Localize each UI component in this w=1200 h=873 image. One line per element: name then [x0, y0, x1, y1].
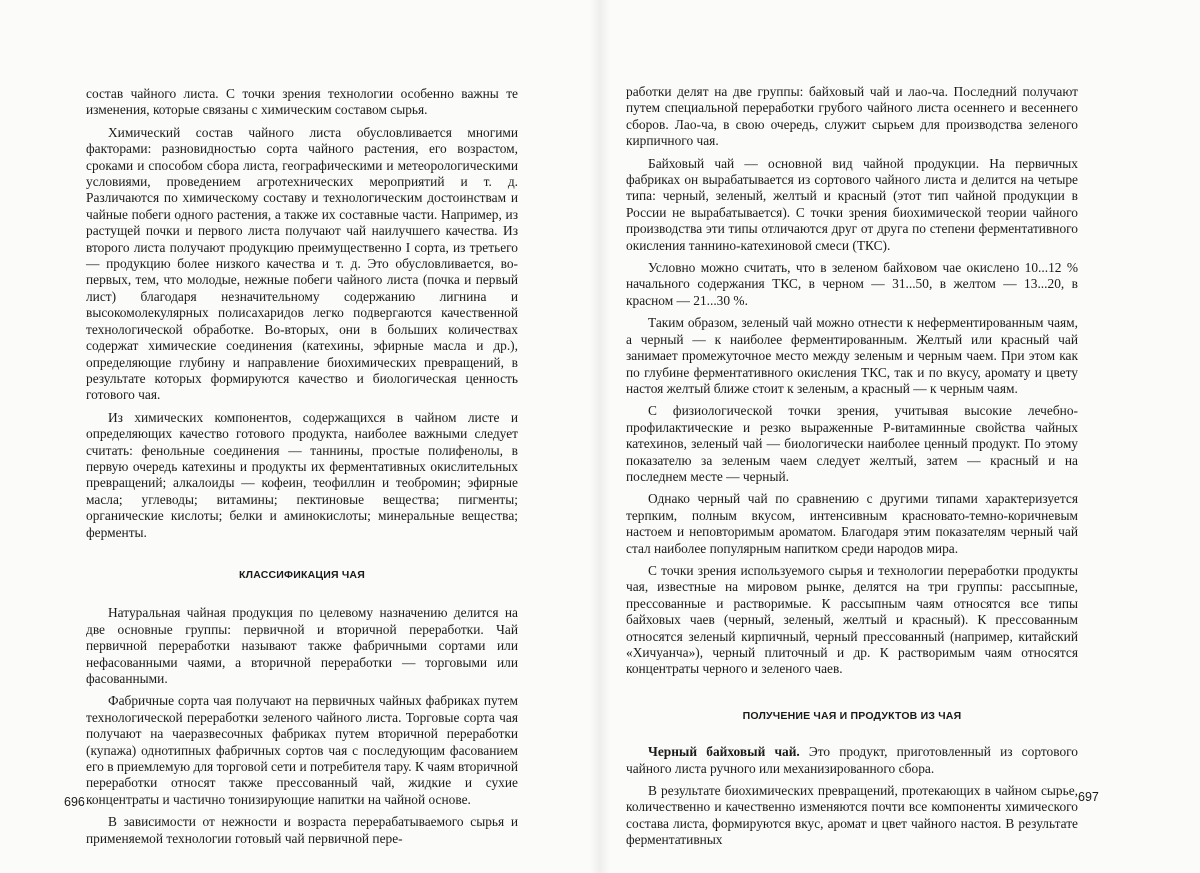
- paragraph: Химический состав чайного листа обусловливается многими факторами: разновидностью сорта чайного растения, его возрастом, сроками и способом сбора листа, географическими и метеорологическими условиями, проведением агротехнических мероприятий и т. д. Различаются по химическому составу и технологическим достоинствам и чайные побеги одного растения, а также их составные части. Например, из растущей почки и первого листа получают чай наилучшего качества. Из второго листа получают продукцию преимущественно I сорта, из третьего — продукцию более низкого качества и т. д. Это обусловливается, во-первых, тем, что молодые, нежные побеги чайного листа (почка и первый лист) благодаря незначительному содержанию лигнина и высокомолекулярных полисахаридов легко подвергаются качественной технологической обработке. Во-вторых, они в больших количествах содержат химические соединения (катехины, эфирные масла и др.), определяющие глубину и направление биохимических превращений, в результате которых формируются качество и биологическая ценность готового чая.: [86, 125, 518, 404]
- paragraph: Байховый чай — основной вид чайной продукции. На первичных фабриках он вырабатывается из сортового чайного листа и делится на четыре типа: черный, зеленый, желтый и красный (этот тип чайной продукции в России не вырабатывается). С точки зрения биохимической теории чайного производства эти типы отличаются друг от друга по степени ферментативного окисления таннино-катехиновой смеси (ТКС).: [626, 156, 1078, 254]
- paragraph: С точки зрения используемого сырья и технологии переработки продукты чая, известные на мировом рынке, делятся на три группы: рассыпные, прессованные и растворимые. К рассыпным чаям относятся все типы байховых чаев (черный, зеленый, желтый и красный). К прессованным относятся зеленый кирпичный, черный прессованный (например, китайский «Хичуанча»), черный плиточный и др. К растворимым чаям относятся концентраты черного и зеленого чаев.: [626, 563, 1078, 678]
- paragraph: Однако черный чай по сравнению с другими типами характеризуется терпким, полным вкусом, интенсивным красновато-темно-коричневым настоем и неповторимым ароматом. Благодаря этим показателям черный чай стал наиболее популярным напитком среди народов мира.: [626, 491, 1078, 557]
- paragraph: Из химических компонентов, содержащихся в чайном листе и определяющих качество готового продукта, наиболее важными следует считать: фенольные соединения — таннины, простые полифенолы, в первую очередь катехины и продукты их ферментативных окислительных превращений; алкалоиды — кофеин, теофиллин и теобромин; эфирные масла; углеводы; витамины; пектиновые вещества; пигменты; органические кислоты; белки и аминокислоты; минеральные вещества; ферменты.: [86, 410, 518, 541]
- lead-term: Черный байховый чай.: [648, 744, 800, 759]
- page-number: 696: [64, 795, 85, 809]
- paragraph: Натуральная чайная продукция по целевому назначению делится на две основные группы: первичной и вторичной переработки. Чай первичной переработки называют также фабричными сортами или нефасованными чаями, а вторичной переработки — торговыми или фасованными.: [86, 605, 518, 687]
- section-heading: ПОЛУЧЕНИЕ ЧАЯ И ПРОДУКТОВ ИЗ ЧАЯ: [626, 708, 1078, 724]
- paragraph: состав чайного листа. С точки зрения технологии особенно важны те изменения, которые связаны с химическим составом сырья.: [86, 86, 518, 119]
- paragraph: Условно можно считать, что в зеленом байховом чае окислено 10...12 % начального содержания ТКС, в черном — 31...50, в желтом — 13...20, в красном — 21...30 %.: [626, 260, 1078, 309]
- paragraph: С физиологической точки зрения, учитывая высокие лечебно-профилактические и резко выраженные Р-витаминные свойства чайных катехинов, зеленый чай — биологически наиболее ценный продукт. По этому показателю за зеленым чаем следует желтый, затем — красный и на последнем месте — черный.: [626, 403, 1078, 485]
- paragraph: работки делят на две группы: байховый чай и лао-ча. Последний получают путем специальной переработки грубого чайного листа осеннего и весеннего сборов. Лао-ча, в свою очередь, служит сырьем для производства зеленого кирпичного чая.: [626, 84, 1078, 150]
- section-heading: КЛАССИФИКАЦИЯ ЧАЯ: [86, 567, 518, 583]
- lead-text: Это продукт, приготовленный из сортового чайного листа ручного или механизированного сбора.: [626, 744, 1078, 775]
- paragraph-lead: [626, 744, 1078, 777]
- paragraph: В результате биохимических превращений, протекающих в чайном сырье, количественно и качественно изменяются почти все компоненты химического состава листа, формируются вкус, аромат и цвет чайного настоя. В результате ферментативных: [626, 783, 1078, 849]
- right-page-text: [626, 84, 1078, 849]
- paragraph: Таким образом, зеленый чай можно отнести к неферментированным чаям, а черный — к наиболее ферментированным. Желтый или красный чай занимает промежуточное место между зеленым и черным чаем. При этом как по глубине ферментативного окисления ТКС, так и по вкусу, аромату и цвету настоя желтый ближе стоит к зеленым, а красный — к черным чаям.: [626, 315, 1078, 397]
- paragraph: В зависимости от нежности и возраста перерабатываемого сырья и применяемой технологии готовый чай первичной пере-: [86, 814, 518, 847]
- book-spread: [0, 0, 1200, 873]
- left-page-text: [86, 86, 518, 847]
- paragraph: Фабричные сорта чая получают на первичных чайных фабриках путем технологической переработки зеленого чайного листа. Торговые сорта чая получают на чаеразвесочных фабриках путем вторичной переработки (купажа) однотипных фабричных сортов чая с последующим фасованием его в приемлемую для торговой сети и потребителя тару. К чаям вторичной переработки относят также прессованный чай, жидкие и сухие концентраты и частично тонизирующие напитки на чайной основе.: [86, 693, 518, 808]
- right-page: [600, 0, 1200, 873]
- left-page: [0, 0, 600, 873]
- page-number: 697: [1078, 790, 1099, 804]
